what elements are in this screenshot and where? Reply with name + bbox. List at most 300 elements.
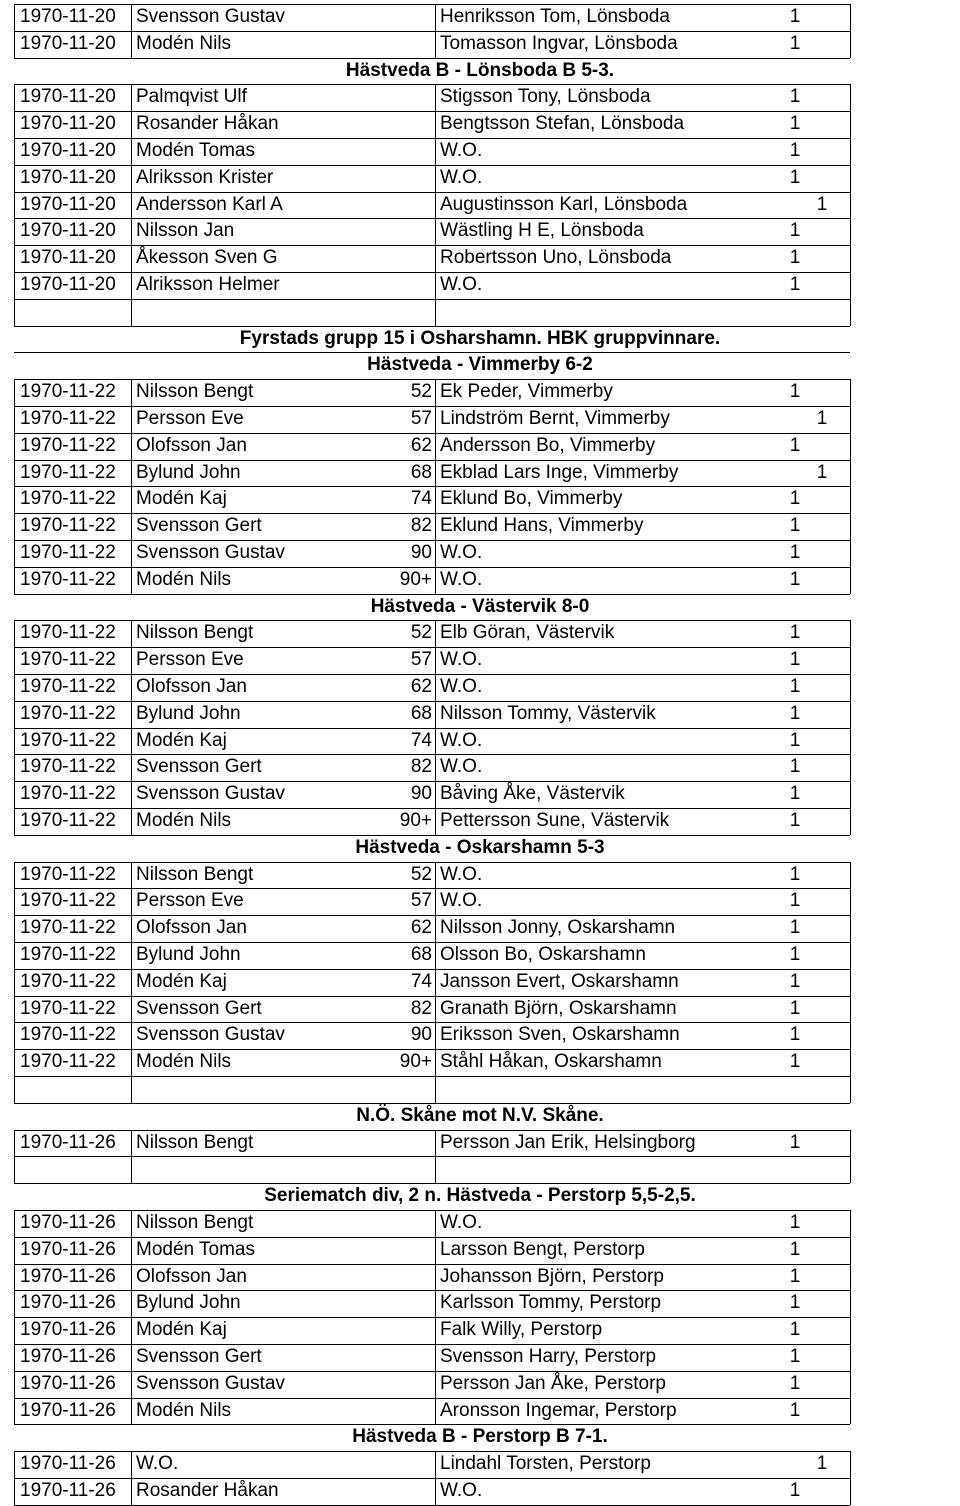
row-rating	[390, 84, 432, 111]
grid-line	[14, 379, 15, 593]
row-player: Olofsson Jan	[136, 917, 247, 939]
row-date: 1970-11-22	[20, 810, 116, 831]
row-opponent: Olsson Bo, Oskarshamn	[440, 944, 646, 965]
grid-line	[131, 84, 132, 325]
row-rating	[390, 192, 432, 219]
row-date: 1970-11-22	[20, 542, 116, 563]
row-date: 1970-11-26	[20, 1453, 116, 1475]
table-row	[0, 433, 960, 460]
row-points: 1	[789, 515, 801, 537]
table-row	[0, 165, 960, 192]
table-row	[0, 1264, 960, 1291]
grid-line	[14, 808, 850, 809]
grid-line	[14, 835, 850, 836]
grid-line	[14, 245, 850, 246]
row-points: 1	[789, 676, 801, 697]
row-opponent: W.O.	[440, 756, 483, 778]
row-points: 1	[789, 702, 801, 724]
row-rating: 82	[410, 997, 432, 1019]
row-date: 1970-11-20	[20, 193, 116, 215]
table-row	[0, 1210, 960, 1237]
row-player: Modén Nils	[136, 568, 232, 590]
row-rating: 90	[410, 1024, 432, 1046]
grid-line	[14, 1183, 850, 1184]
row-points: 1	[789, 86, 801, 108]
row-rating: 74	[410, 488, 432, 510]
table-row	[0, 862, 960, 889]
row-rating	[390, 1290, 432, 1317]
row-date: 1970-11-20	[20, 274, 116, 295]
table-row	[0, 192, 960, 219]
row-player: Modén Tomas	[136, 1238, 255, 1260]
row-opponent: Svensson Harry, Perstorp	[440, 1346, 657, 1367]
row-opponent: Stigsson Tony, Lönsboda	[440, 86, 651, 108]
grid-line	[14, 84, 15, 325]
row-points: 1	[789, 1346, 801, 1367]
row-rating	[390, 4, 432, 31]
row-points: 1	[789, 568, 801, 590]
grid-line	[435, 620, 436, 834]
row-points: 1	[816, 408, 828, 429]
section-title: Hästveda B - Perstorp B 7-1.	[352, 1426, 608, 1448]
row-date: 1970-11-22	[20, 381, 116, 403]
row-player: Svensson Gert	[136, 756, 262, 778]
grid-line	[435, 1210, 436, 1424]
row-rating: 57	[410, 649, 432, 671]
row-player: Bylund John	[136, 702, 241, 724]
row-opponent: W.O.	[440, 676, 483, 697]
table-row	[0, 781, 960, 808]
grid-line	[14, 862, 850, 863]
row-points: 1	[789, 140, 801, 161]
grid-line	[14, 326, 850, 327]
row-player: Olofsson Jan	[136, 676, 247, 697]
row-rating	[390, 1130, 432, 1157]
row-rating: 52	[410, 381, 432, 403]
table-row	[0, 1022, 960, 1049]
row-points: 1	[789, 863, 801, 885]
row-rating	[390, 1398, 432, 1425]
grid-line	[14, 674, 850, 675]
row-opponent: W.O.	[440, 729, 483, 751]
row-opponent: W.O.	[440, 1480, 483, 1501]
row-rating: 90+	[399, 568, 432, 590]
row-player: Åkesson Sven G	[136, 247, 278, 269]
row-player: Svensson Gustav	[136, 1024, 285, 1046]
row-date: 1970-11-20	[20, 6, 116, 27]
row-date: 1970-11-26	[20, 1292, 116, 1314]
table-row	[0, 1371, 960, 1398]
row-opponent: W.O.	[440, 274, 483, 295]
grid-line	[14, 84, 850, 85]
grid-line	[14, 1317, 850, 1318]
row-date: 1970-11-26	[20, 1372, 116, 1394]
row-points: 1	[789, 488, 801, 510]
table-row	[0, 406, 960, 433]
row-opponent: Ekblad Lars Inge, Vimmerby	[440, 461, 679, 483]
row-date: 1970-11-20	[20, 32, 116, 54]
grid-line	[14, 888, 850, 889]
row-rating: 57	[410, 890, 432, 912]
grid-line	[14, 1344, 850, 1345]
row-rating: 52	[410, 622, 432, 644]
row-player: Nilsson Bengt	[136, 381, 254, 403]
grid-line	[850, 620, 851, 834]
row-points: 1	[789, 166, 801, 188]
grid-line	[131, 1210, 132, 1424]
row-player: Olofsson Jan	[136, 434, 247, 456]
table-row	[0, 460, 960, 487]
row-points: 1	[816, 1453, 828, 1475]
grid-line	[14, 165, 850, 166]
grid-line	[14, 4, 850, 5]
table-row	[0, 728, 960, 755]
row-player: Modén Kaj	[136, 729, 227, 751]
row-date: 1970-11-22	[20, 488, 116, 510]
row-rating: 62	[410, 676, 432, 697]
grid-line	[14, 567, 850, 568]
row-rating: 62	[410, 917, 432, 939]
row-rating: 62	[410, 434, 432, 456]
section-header	[0, 835, 960, 862]
row-points: 1	[789, 810, 801, 831]
row-rating	[390, 1344, 432, 1371]
row-player: Andersson Karl A	[136, 193, 283, 215]
grid-line	[14, 1022, 850, 1023]
grid-line	[14, 218, 850, 219]
row-rating	[390, 1210, 432, 1237]
row-date: 1970-11-26	[20, 1319, 116, 1341]
row-points: 1	[789, 113, 801, 135]
row-player: Modén Nils	[136, 1399, 232, 1421]
row-opponent: Nilsson Tommy, Västervik	[440, 702, 656, 724]
grid-line	[14, 1398, 850, 1399]
row-player: Svensson Gert	[136, 1346, 262, 1367]
row-date: 1970-11-22	[20, 783, 116, 805]
row-rating	[390, 31, 432, 58]
row-date: 1970-11-22	[20, 434, 116, 456]
row-rating	[390, 111, 432, 138]
blank-row	[0, 1156, 960, 1183]
row-opponent: Eklund Bo, Vimmerby	[440, 488, 623, 510]
table-row	[0, 701, 960, 728]
row-player: Rosander Håkan	[136, 1480, 279, 1501]
row-date: 1970-11-26	[20, 1238, 116, 1260]
row-opponent: Larsson Bengt, Perstorp	[440, 1238, 645, 1260]
row-points: 1	[789, 783, 801, 805]
grid-line	[14, 433, 850, 434]
row-opponent: W.O.	[440, 863, 483, 885]
row-date: 1970-11-22	[20, 1024, 116, 1046]
row-player: Nilsson Jan	[136, 220, 235, 242]
row-rating	[390, 245, 432, 272]
row-date: 1970-11-22	[20, 676, 116, 697]
grid-line	[435, 1130, 436, 1184]
section-title: Hästveda - Vimmerby 6-2	[367, 354, 593, 376]
row-points: 1	[789, 1131, 801, 1153]
grid-line	[850, 1210, 851, 1424]
row-date: 1970-11-20	[20, 247, 116, 269]
table-row	[0, 969, 960, 996]
section-header	[0, 58, 960, 85]
grid-line	[14, 540, 850, 541]
row-rating: 52	[410, 863, 432, 885]
section-header	[0, 1103, 960, 1130]
section-header	[0, 352, 960, 379]
row-points: 1	[789, 1292, 801, 1314]
row-opponent: Johansson Björn, Perstorp	[440, 1265, 664, 1287]
grid-line	[131, 4, 132, 58]
grid-line	[131, 862, 132, 1103]
row-date: 1970-11-22	[20, 702, 116, 724]
grid-line	[14, 192, 850, 193]
row-points: 1	[789, 756, 801, 778]
row-date: 1970-11-26	[20, 1480, 116, 1501]
row-opponent: Aronsson Ingemar, Perstorp	[440, 1399, 677, 1421]
row-points: 1	[816, 461, 828, 483]
grid-line	[14, 299, 850, 300]
row-opponent: Jansson Evert, Oskarshamn	[440, 970, 679, 992]
row-opponent: Augustinsson Karl, Lönsboda	[440, 193, 688, 215]
row-date: 1970-11-22	[20, 970, 116, 992]
row-points: 1	[789, 6, 801, 27]
grid-line	[14, 1103, 850, 1104]
blank-row	[0, 299, 960, 326]
row-player: Svensson Gustav	[136, 542, 285, 563]
row-opponent: W.O.	[440, 649, 483, 671]
table-row	[0, 942, 960, 969]
row-player: Bylund John	[136, 1292, 241, 1314]
row-player: Svensson Gustav	[136, 6, 285, 27]
row-player: Modén Tomas	[136, 140, 255, 161]
row-opponent: Eklund Hans, Vimmerby	[440, 515, 644, 537]
row-player: Alriksson Krister	[136, 166, 274, 188]
grid-line	[14, 4, 15, 58]
grid-line	[14, 486, 850, 487]
row-player: Persson Eve	[136, 649, 244, 671]
row-rating: 74	[410, 729, 432, 751]
table-row	[0, 888, 960, 915]
row-points: 1	[789, 649, 801, 671]
row-opponent: Ståhl Håkan, Oskarshamn	[440, 1051, 662, 1073]
grid-line	[435, 84, 436, 325]
row-opponent: Nilsson Jonny, Oskarshamn	[440, 917, 676, 939]
row-player: Svensson Gustav	[136, 1372, 285, 1394]
row-points: 1	[789, 1212, 801, 1233]
grid-line	[850, 4, 851, 58]
grid-line	[14, 111, 850, 112]
section-header	[0, 1183, 960, 1210]
table-row	[0, 513, 960, 540]
table-row	[0, 245, 960, 272]
row-rating	[390, 218, 432, 245]
row-points: 1	[789, 890, 801, 912]
row-rating	[390, 1264, 432, 1291]
row-rating	[390, 272, 432, 299]
grid-line	[14, 942, 850, 943]
row-opponent: Pettersson Sune, Västervik	[440, 810, 670, 831]
grid-line	[435, 862, 436, 1103]
grid-line	[14, 594, 850, 595]
row-points: 1	[789, 381, 801, 403]
row-player: Modén Nils	[136, 810, 232, 831]
row-date: 1970-11-20	[20, 166, 116, 188]
row-player: Bylund John	[136, 461, 241, 483]
row-date: 1970-11-20	[20, 220, 116, 242]
row-points: 1	[816, 193, 828, 215]
grid-line	[14, 915, 850, 916]
row-opponent: Lindström Bernt, Vimmerby	[440, 408, 670, 429]
table-row	[0, 272, 960, 299]
section-title: Seriematch div, 2 n. Hästveda - Perstorp 5,5-2,5.	[264, 1185, 696, 1207]
row-rating: 57	[410, 408, 432, 429]
row-opponent: Henriksson Tom, Lönsboda	[440, 6, 670, 27]
row-player: W.O.	[136, 1453, 179, 1475]
grid-line	[14, 1371, 850, 1372]
row-rating: 68	[410, 944, 432, 965]
grid-line	[435, 1451, 436, 1505]
row-opponent: Wästling H E, Lönsboda	[440, 220, 644, 242]
row-rating: 68	[410, 702, 432, 724]
grid-line	[850, 1130, 851, 1184]
table-row	[0, 1130, 960, 1157]
grid-line	[14, 1156, 850, 1157]
row-player: Nilsson Bengt	[136, 622, 254, 644]
row-points: 1	[789, 1024, 801, 1046]
row-points: 1	[789, 944, 801, 965]
table-row	[0, 647, 960, 674]
grid-line	[14, 1451, 850, 1452]
grid-line	[14, 1210, 15, 1424]
grid-line	[14, 58, 850, 59]
grid-line	[131, 1451, 132, 1505]
table-row	[0, 808, 960, 835]
row-rating: 90+	[399, 810, 432, 831]
row-points: 1	[789, 274, 801, 295]
table-row	[0, 218, 960, 245]
grid-line	[14, 272, 850, 273]
row-points: 1	[789, 917, 801, 939]
table-row	[0, 915, 960, 942]
section-title: Hästveda - Oskarshamn 5-3	[355, 836, 605, 858]
row-date: 1970-11-20	[20, 140, 116, 161]
row-date: 1970-11-22	[20, 1051, 116, 1073]
grid-line	[14, 460, 850, 461]
row-points: 1	[789, 622, 801, 644]
row-player: Alriksson Helmer	[136, 274, 280, 295]
grid-line	[14, 620, 850, 621]
grid-line	[14, 138, 850, 139]
table-row	[0, 4, 960, 31]
table-row	[0, 1451, 960, 1478]
grid-line	[14, 1130, 850, 1131]
table-row	[0, 567, 960, 594]
grid-line	[14, 1424, 850, 1425]
row-date: 1970-11-20	[20, 113, 116, 135]
grid-line	[435, 4, 436, 58]
row-date: 1970-11-22	[20, 863, 116, 885]
row-player: Modén Nils	[136, 1051, 232, 1073]
grid-line	[14, 1264, 850, 1265]
row-player: Modén Kaj	[136, 488, 227, 510]
grid-line	[850, 379, 851, 593]
grid-line	[14, 1451, 15, 1505]
row-opponent: Granath Björn, Oskarshamn	[440, 997, 677, 1019]
row-date: 1970-11-22	[20, 622, 116, 644]
row-rating	[390, 1237, 432, 1264]
row-date: 1970-11-22	[20, 408, 116, 429]
row-rating: 90+	[399, 1051, 432, 1073]
grid-line	[14, 1478, 850, 1479]
row-rating: 82	[410, 756, 432, 778]
table-row	[0, 1398, 960, 1425]
row-opponent: Robertsson Uno, Lönsboda	[440, 247, 672, 269]
table-row	[0, 754, 960, 781]
row-opponent: W.O.	[440, 140, 483, 161]
table-row	[0, 1344, 960, 1371]
row-player: Persson Eve	[136, 408, 244, 429]
row-player: Nilsson Bengt	[136, 863, 254, 885]
table-row	[0, 674, 960, 701]
row-opponent: Elb Göran, Västervik	[440, 622, 615, 644]
row-points: 1	[789, 970, 801, 992]
row-opponent: Ek Peder, Vimmerby	[440, 381, 613, 403]
table-row	[0, 1237, 960, 1264]
row-points: 1	[789, 32, 801, 54]
row-rating: 82	[410, 515, 432, 537]
row-date: 1970-11-22	[20, 649, 116, 671]
grid-line	[14, 996, 850, 997]
grid-line	[131, 1130, 132, 1184]
row-points: 1	[789, 1319, 801, 1341]
row-player: Modén Kaj	[136, 970, 227, 992]
row-date: 1970-11-26	[20, 1131, 116, 1153]
row-player: Nilsson Bengt	[136, 1212, 254, 1233]
grid-line	[14, 1076, 850, 1077]
grid-line	[850, 1451, 851, 1505]
row-player: Svensson Gustav	[136, 783, 285, 805]
row-points: 1	[789, 1265, 801, 1287]
row-points: 1	[789, 997, 801, 1019]
row-points: 1	[789, 1399, 801, 1421]
row-opponent: Lindahl Torsten, Perstorp	[440, 1453, 651, 1475]
blank-row	[0, 1076, 960, 1103]
row-date: 1970-11-22	[20, 515, 116, 537]
row-player: Olofsson Jan	[136, 1265, 247, 1287]
row-opponent: W.O.	[440, 890, 483, 912]
row-rating	[390, 1371, 432, 1398]
table-row	[0, 1317, 960, 1344]
grid-line	[14, 1237, 850, 1238]
row-rating: 74	[410, 970, 432, 992]
grid-line	[14, 513, 850, 514]
row-points: 1	[789, 1372, 801, 1394]
section-title: Fyrstads grupp 15 i Osharshamn. HBK gruppvinnare.	[239, 327, 721, 349]
row-points: 1	[789, 1051, 801, 1073]
row-rating	[390, 138, 432, 165]
table-row	[0, 540, 960, 567]
table-row	[0, 84, 960, 111]
row-rating	[390, 1451, 432, 1478]
section-title: Hästveda - Västervik 8-0	[370, 595, 590, 617]
row-player: Rosander Håkan	[136, 113, 279, 135]
row-date: 1970-11-26	[20, 1212, 116, 1233]
row-player: Svensson Gert	[136, 515, 262, 537]
row-opponent: Persson Jan Åke, Perstorp	[440, 1372, 666, 1394]
row-date: 1970-11-22	[20, 756, 116, 778]
row-opponent: W.O.	[440, 1212, 483, 1233]
row-opponent: Andersson Bo, Vimmerby	[440, 434, 656, 456]
